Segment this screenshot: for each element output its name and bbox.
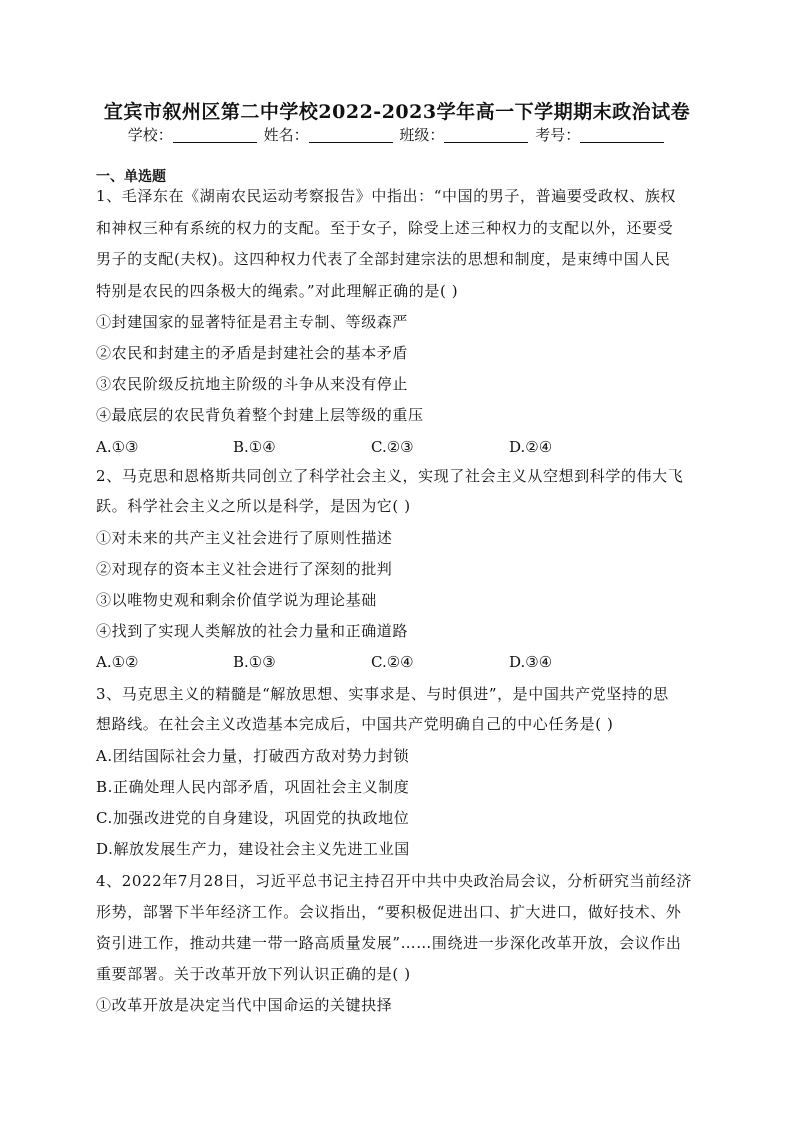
question-1-line: 特别是农民的四条极大的绳索。”对此理解正确的是( ) bbox=[96, 282, 459, 300]
question-4-line: 重要部署。关于改革开放下列认识正确的是( ) bbox=[96, 965, 411, 983]
question-4-line: 形势，部署下半年经济工作。会议指出，“要积极促进出口、扩大进口，做好技术、外 bbox=[96, 903, 682, 921]
name-label: 姓名： bbox=[263, 126, 309, 144]
question-1-line: 和神权三种有系统的权力的支配。至于女子，除受上述三种权力的支配以外，还要受 bbox=[96, 219, 674, 237]
question-1-statement: ④最底层的农民背负着整个封建上层等级的重压 bbox=[96, 406, 424, 424]
school-blank[interactable] bbox=[173, 128, 257, 143]
question-2-option-b[interactable]: B.①③ bbox=[233, 653, 276, 671]
question-2-option-d[interactable]: D.③④ bbox=[509, 653, 553, 671]
question-3-option-a[interactable]: A.团结国际社会力量，打破西方敌对势力封锁 bbox=[96, 747, 410, 765]
question-4-line: 资引进工作，推动共建一带一路高质量发展”……围绕进一步深化改革开放，会议作出 bbox=[96, 934, 682, 952]
question-4-line: 4、2022年7月28日，习近平总书记主持召开中共中央政治局会议，分析研究当前经济 bbox=[96, 872, 692, 890]
question-2-option-a[interactable]: A.①② bbox=[96, 653, 139, 671]
question-4-statement: ①改革开放是决定当代中国命运的关键抉择 bbox=[96, 996, 393, 1014]
question-2-statement: ③以唯物史观和剩余价值学说为理论基础 bbox=[96, 591, 377, 609]
class-label: 班级： bbox=[399, 126, 445, 144]
question-1-option-c[interactable]: C.②③ bbox=[371, 438, 414, 456]
section-title: 一、单选题 bbox=[96, 169, 166, 185]
question-3-option-c[interactable]: C.加强改进党的自身建设，巩固党的执政地位 bbox=[96, 809, 410, 827]
question-2-line: 2、马克思和恩格斯共同创立了科学社会主义，实现了社会主义从空想到科学的伟大飞 bbox=[96, 467, 684, 485]
question-2-line: 跃。科学社会主义之所以是科学，是因为它( ) bbox=[96, 497, 411, 515]
question-1-line: 男子的支配(夫权)。这四种权力代表了全部封建宗法的思想和制度，是束缚中国人民 bbox=[96, 250, 671, 268]
exam-title: 宜宾市叙州区第二中学校2022-2023学年高一下学期期末政治试卷 bbox=[103, 101, 691, 123]
question-1-statement: ②农民和封建主的矛盾是封建社会的基本矛盾 bbox=[96, 344, 409, 362]
exam-no-label: 考号： bbox=[535, 126, 581, 144]
question-3-line: 3、马克思主义的精髓是“解放思想、实事求是、与时俱进”，是中国共产党坚持的思 bbox=[96, 685, 669, 703]
question-3-option-d[interactable]: D.解放发展生产力，建设社会主义先进工业国 bbox=[96, 840, 410, 858]
question-1-line: 1、毛泽东在《湖南农民运动考察报告》中指出：“中国的男子，普遍要受政权、族权 bbox=[96, 187, 677, 205]
question-1-option-a[interactable]: A.①③ bbox=[96, 438, 139, 456]
school-label: 学校： bbox=[127, 126, 173, 144]
question-3-option-b[interactable]: B.正确处理人民内部矛盾，巩固社会主义制度 bbox=[96, 778, 410, 796]
question-1-statement: ③农民阶级反抗地主阶级的斗争从来没有停止 bbox=[96, 375, 409, 393]
question-3-line: 想路线。在社会主义改造基本完成后，中国共产党明确自己的中心任务是( ) bbox=[96, 715, 614, 733]
exam-no-blank[interactable] bbox=[580, 128, 664, 143]
student-info-row bbox=[0, 124, 794, 145]
question-1-statement: ①封建国家的显著特征是君主专制、等级森严 bbox=[96, 313, 409, 331]
name-blank[interactable] bbox=[309, 128, 393, 143]
question-1-option-b[interactable]: B.①④ bbox=[233, 438, 276, 456]
question-2-statement: ④找到了实现人类解放的社会力量和正确道路 bbox=[96, 622, 409, 640]
class-blank[interactable] bbox=[444, 128, 528, 143]
question-2-statement: ②对现存的资本主义社会进行了深刻的批判 bbox=[96, 560, 393, 578]
question-2-statement: ①对未来的共产主义社会进行了原则性描述 bbox=[96, 529, 393, 547]
question-1-option-d[interactable]: D.②④ bbox=[509, 438, 553, 456]
question-2-option-c[interactable]: C.②④ bbox=[371, 653, 414, 671]
